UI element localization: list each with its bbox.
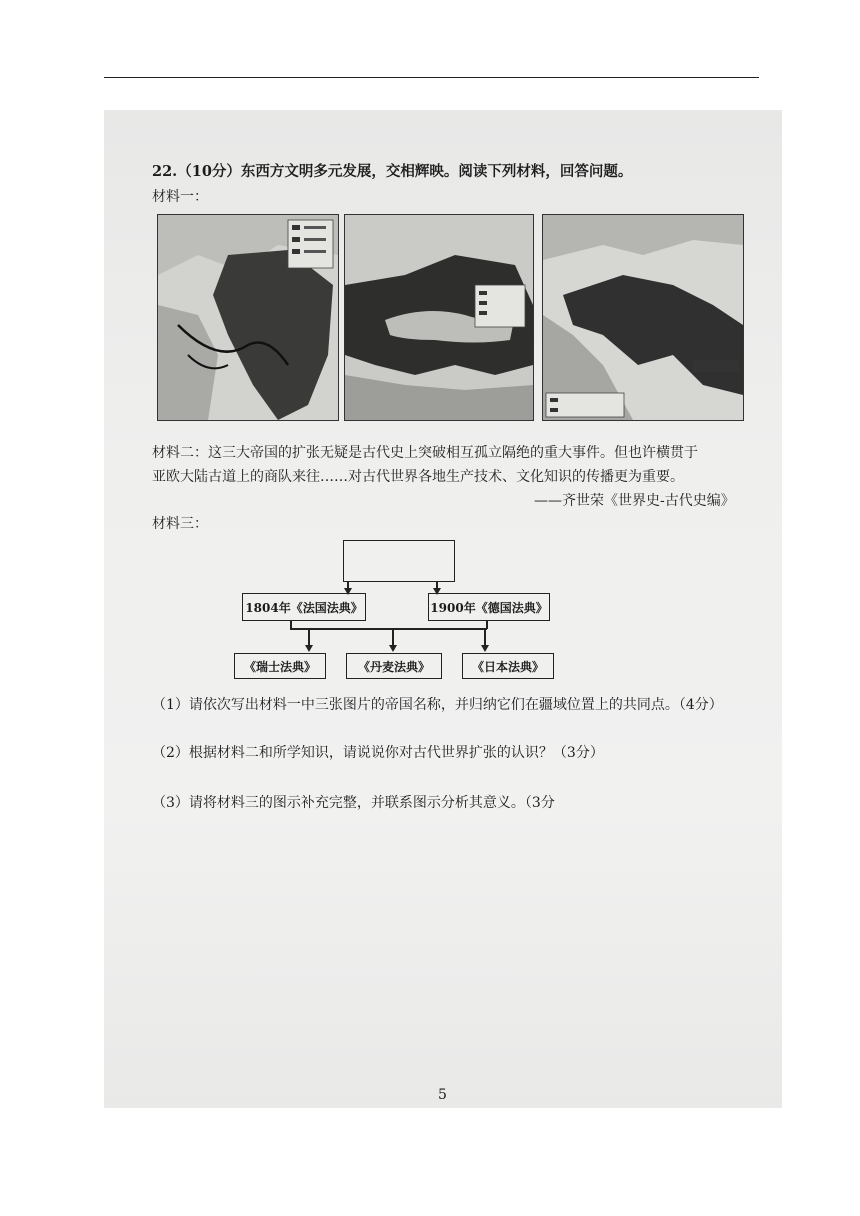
map-2-graphic	[345, 215, 533, 420]
arrow-down-icon	[305, 645, 313, 652]
material3-label: 材料三：	[152, 516, 208, 532]
page-number: 5	[438, 1087, 447, 1103]
sub-question-3: （3）请将材料三的图示补充完整，并联系图示分析其意义。（3分	[152, 795, 555, 811]
header-rule	[104, 77, 759, 78]
connector	[290, 628, 487, 630]
material1-label: 材料一：	[152, 189, 208, 205]
arrow-down-icon	[481, 645, 489, 652]
sub-question-1: （1）请依次写出材料一中三张图片的帝国名称，并归纳它们在疆域位置上的共同点。（4分）	[152, 697, 723, 713]
question-heading: 22.（10分）东西方文明多元发展，交相辉映。阅读下列材料，回答问题。	[152, 163, 633, 180]
material2-line1: 材料二：这三大帝国的扩张无疑是古代史上突破相互孤立隔绝的重大事件。但也许横贯于	[152, 445, 698, 461]
empire-map-1	[157, 214, 339, 421]
material2-line2: 亚欧大陆古道上的商队来往……对古代世界各地生产技术、文化知识的传播更为重要。	[152, 469, 684, 485]
swiss-code-box: 《瑞士法典》	[234, 653, 326, 679]
danish-code-box: 《丹麦法典》	[346, 653, 442, 679]
french-code-box: 1804年《法国法典》	[242, 593, 366, 621]
sub-question-2: （2）根据材料二和所学知识，请说说你对古代世界扩张的认识？（3分）	[152, 745, 604, 761]
japanese-code-box: 《日本法典》	[462, 653, 554, 679]
map-3-graphic	[543, 215, 743, 420]
empire-map-3	[542, 214, 744, 421]
map-1-graphic	[158, 215, 338, 420]
material2-source: ——齐世荣《世界史-古代史编》	[534, 493, 735, 509]
arrow-down-icon	[389, 645, 397, 652]
german-code-box: 1900年《德国法典》	[428, 593, 550, 621]
diagram-blank-box	[343, 540, 455, 582]
empire-map-2	[344, 214, 534, 421]
